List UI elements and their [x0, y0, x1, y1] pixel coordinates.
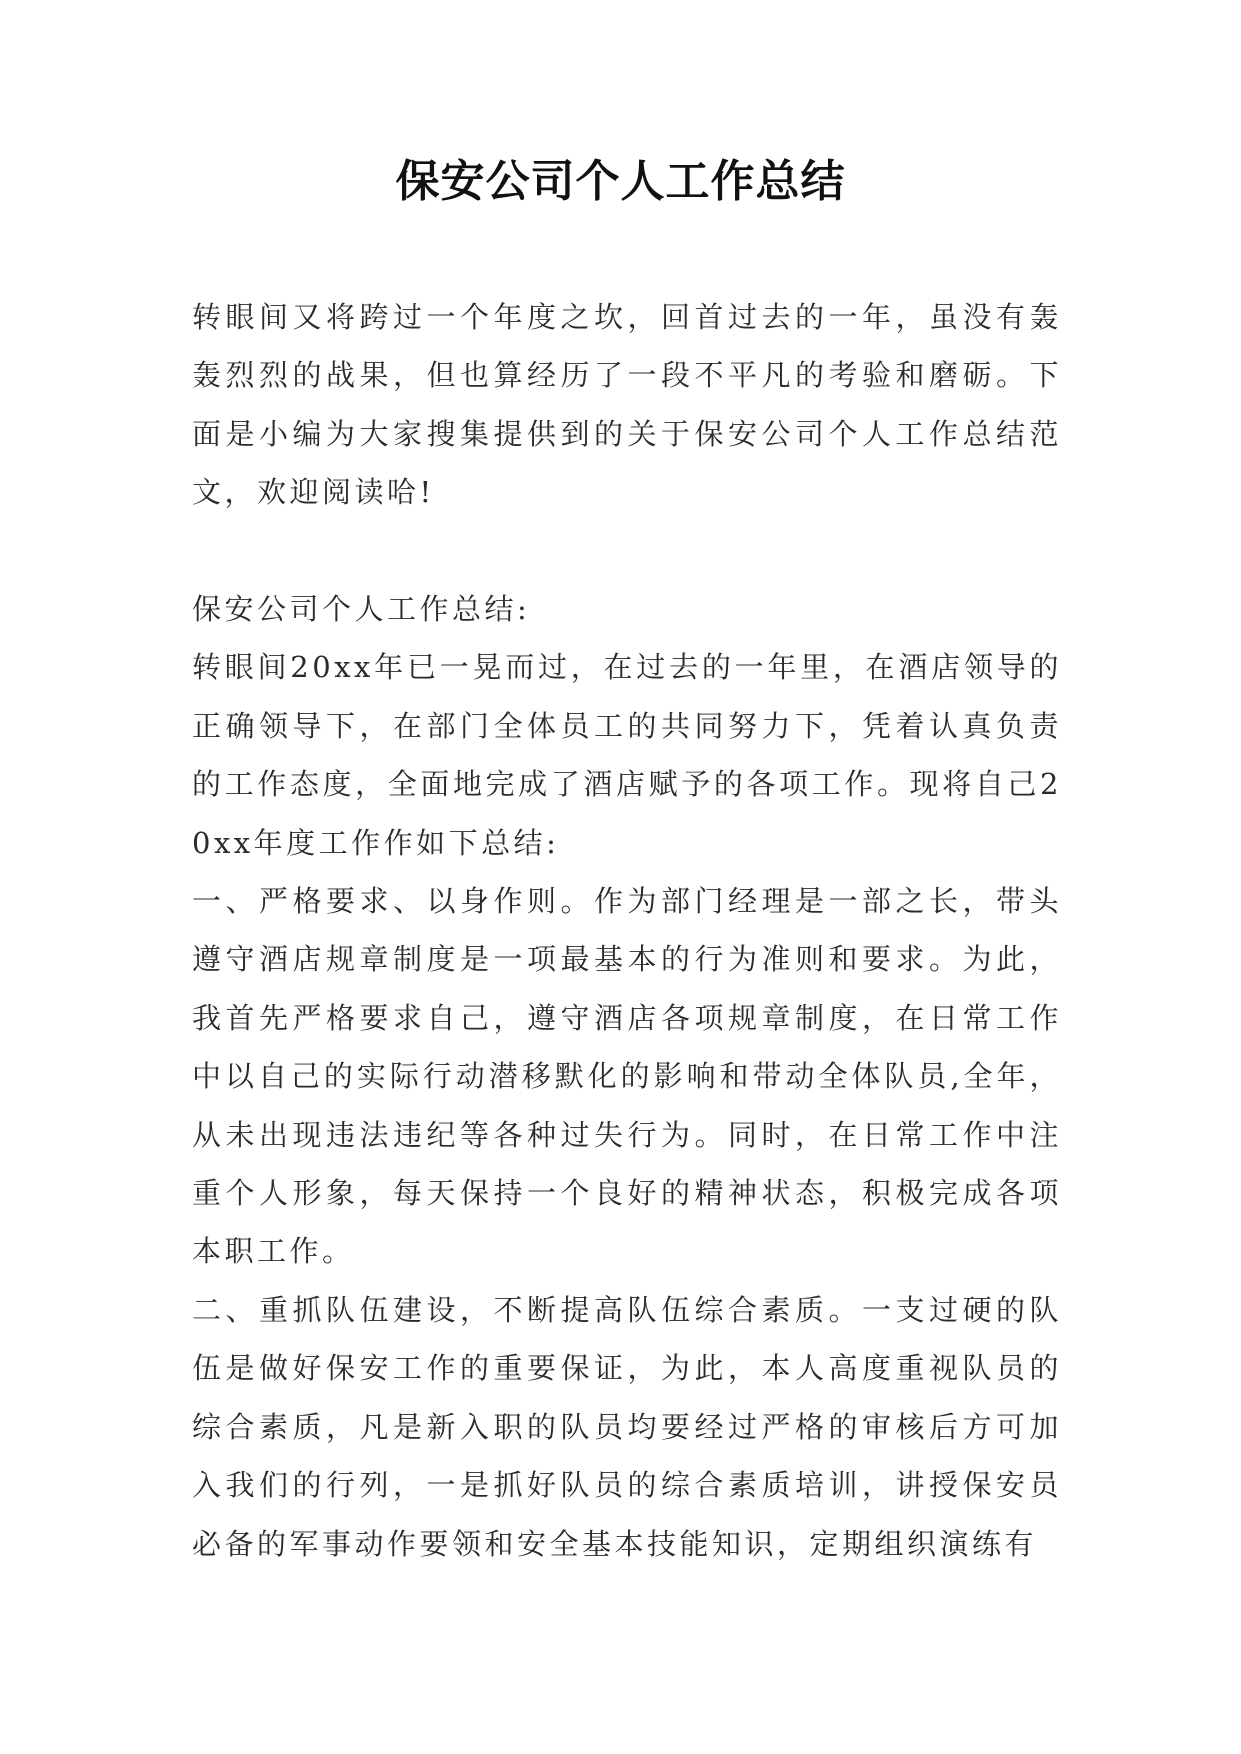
intro-paragraph: 转眼间又将跨过一个年度之坎，回首过去的一年，虽没有轰轰烈烈的战果，但也算经历了一段不平凡的考验和磨砺。下面是小编为大家搜集提供到的关于保安公司个人工作总结范文，欢迎阅读哈! [192, 300, 1062, 510]
body-paragraph-3: 二、重抓队伍建设，不断提高队伍综合素质。一支过硬的队伍是做好保安工作的重要保证，为此，本人高度重视队员的综合素质，凡是新入职的队员均要经过严格的审核后方可加入我们的行列，一是抓好队员的综合素质培训，讲授保安员必备的军事动作要领和安全基本技能知识，定期组织演练有 [192, 1292, 1062, 1561]
body-paragraph-2: 一、严格要求、以身作则。作为部门经理是一部之长，带头遵守酒店规章制度是一项最基本的行为准则和要求。为此，我首先严格要求自己，遵守酒店各项规章制度，在日常工作中以自己的实际行动潜移默化的影响和带动全体队员,全年，从未出现违法违纪等各种过失行为。同时，在日常工作中注重个人形象，每天保持一个良好的精神状态，积极完成各项本职工作。 [192, 884, 1062, 1269]
section-heading: 保安公司个人工作总结: [192, 592, 531, 627]
document-body [192, 288, 1062, 1573]
body-paragraph-1: 转眼间20xx年已一晃而过，在过去的一年里，在酒店领导的正确领导下，在部门全体员工的共同努力下，凭着认真负责的工作态度，全面地完成了酒店赋予的各项工作。现将自己20xx年度工作作如下总结: [192, 650, 1062, 860]
document-title: 保安公司个人工作总结 [395, 156, 846, 207]
